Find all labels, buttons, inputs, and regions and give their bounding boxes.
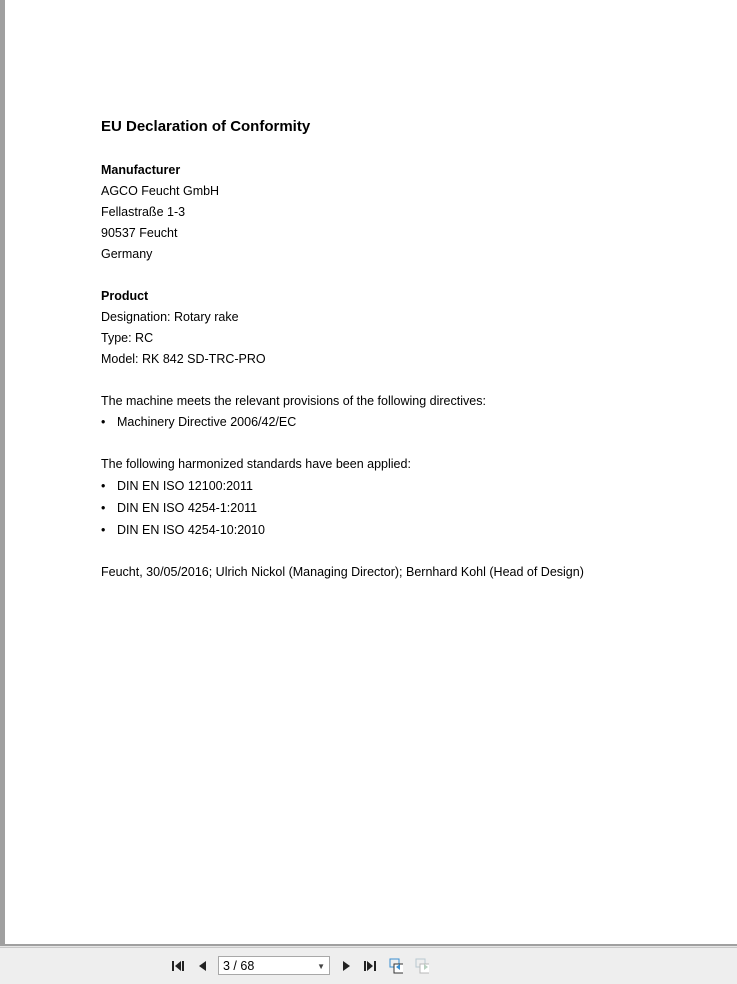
standard-item: DIN EN ISO 4254-1:2011 xyxy=(117,501,258,515)
bullet: • xyxy=(101,479,106,493)
last-page-button[interactable] xyxy=(363,958,377,974)
manufacturer-line: Fellastraße 1-3 xyxy=(101,205,186,219)
next-page-icon xyxy=(339,959,353,973)
chevron-down-icon[interactable]: ▼ xyxy=(317,962,325,971)
manufacturer-line: AGCO Feucht GmbH xyxy=(101,184,220,198)
product-heading: Product xyxy=(101,289,149,303)
bullet: • xyxy=(101,415,106,429)
standard-item: DIN EN ISO 4254-10:2010 xyxy=(117,523,265,537)
directive-item: Machinery Directive 2006/42/EC xyxy=(117,415,297,429)
bullet: • xyxy=(101,501,106,515)
last-page-icon xyxy=(363,959,377,973)
standard-item: DIN EN ISO 12100:2011 xyxy=(117,479,253,493)
bullet: • xyxy=(101,523,106,537)
manufacturer-heading: Manufacturer xyxy=(101,163,181,177)
previous-page-button[interactable] xyxy=(196,958,210,974)
product-line: Designation: Rotary rake xyxy=(101,310,239,324)
navigation-toolbar xyxy=(0,947,737,984)
manufacturer-line: Germany xyxy=(101,247,153,261)
first-page-button[interactable] xyxy=(171,958,185,974)
manufacturer-line: 90537 Feucht xyxy=(101,226,178,240)
product-line: Model: RK 842 SD-TRC-PRO xyxy=(101,352,266,366)
directives-intro: The machine meets the relevant provisions of the following directives: xyxy=(101,394,486,408)
next-page-button[interactable] xyxy=(339,958,353,974)
next-view-button[interactable] xyxy=(415,958,429,974)
page-number-input[interactable] xyxy=(218,956,330,975)
page-title: EU Declaration of Conformity xyxy=(101,118,311,135)
product-line: Type: RC xyxy=(101,331,154,345)
standards-intro: The following harmonized standards have been applied: xyxy=(101,457,411,471)
previous-page-icon xyxy=(196,959,210,973)
first-page-icon xyxy=(171,959,185,973)
next-view-icon xyxy=(415,958,429,974)
pdf-page xyxy=(5,0,737,944)
signature-line: Feucht, 30/05/2016; Ulrich Nickol (Managing Director); Bernhard Kohl (Head of Design) xyxy=(101,565,584,579)
page-indicator: 3 / 68 xyxy=(223,959,255,973)
previous-view-button[interactable] xyxy=(389,958,403,974)
previous-view-icon xyxy=(389,958,403,974)
